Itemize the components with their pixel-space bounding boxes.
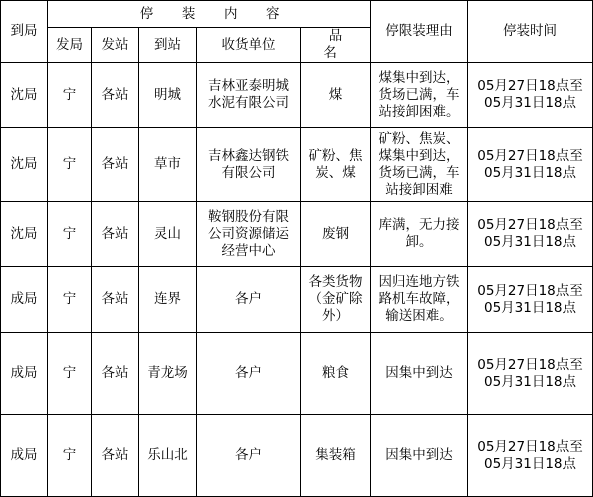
cell-dest-station: 乐山北 bbox=[139, 415, 197, 497]
header-consignee: 收货单位 bbox=[197, 28, 301, 63]
table-row bbox=[1, 202, 593, 267]
cell-origin-bureau: 宁 bbox=[48, 267, 92, 333]
header-origin-station: 发站 bbox=[92, 28, 139, 63]
cell-origin-bureau: 宁 bbox=[48, 128, 92, 202]
table-body bbox=[1, 63, 593, 497]
cell-reason-line: 煤集中到达， bbox=[378, 69, 460, 86]
cell-reason-line: 货场已满，车 bbox=[378, 86, 460, 103]
header-row-main bbox=[1, 1, 593, 28]
cell-consignee bbox=[197, 267, 301, 333]
cell-reason bbox=[371, 333, 468, 415]
cell-reason-line: 路机车故障， bbox=[378, 291, 460, 307]
cell-time-line: 05月31日18点 bbox=[483, 95, 577, 111]
cell-consignee bbox=[197, 128, 301, 202]
cell-consignee-line: 有限公司 bbox=[221, 164, 276, 181]
cell-reason bbox=[371, 415, 468, 497]
cell-goods bbox=[301, 415, 371, 497]
cell-goods bbox=[301, 267, 371, 333]
cell-time-line: 05月27日18点至 bbox=[477, 438, 583, 455]
header-origin-bureau: 发局 bbox=[48, 28, 92, 63]
cell-dest-station: 连界 bbox=[139, 267, 197, 333]
table-row bbox=[1, 267, 593, 333]
cell-time-line: 05月31日18点 bbox=[483, 234, 577, 250]
cell-consignee-line: 经营中心 bbox=[221, 242, 276, 259]
cell-consignee bbox=[197, 63, 301, 128]
cell-goods-line: 集装箱 bbox=[315, 447, 356, 463]
header-dest-station: 到站 bbox=[139, 28, 197, 63]
cell-consignee-line: 各户 bbox=[235, 447, 262, 463]
table-row bbox=[1, 128, 593, 202]
cell-reason-line: 输送困难。 bbox=[385, 308, 453, 324]
cell-origin-station: 各站 bbox=[92, 333, 139, 415]
cell-bureau: 沈局 bbox=[1, 63, 48, 128]
cell-consignee-line: 鞍钢股份有限 bbox=[208, 208, 289, 225]
cell-time bbox=[468, 63, 593, 128]
cell-goods-line: 粮食 bbox=[322, 365, 349, 381]
cell-time bbox=[468, 415, 593, 497]
cell-origin-bureau: 宁 bbox=[48, 333, 92, 415]
cell-bureau: 沈局 bbox=[1, 128, 48, 202]
cell-origin-station: 各站 bbox=[92, 415, 139, 497]
cell-dest-station: 草市 bbox=[139, 128, 197, 202]
cell-goods-line: 煤 bbox=[328, 86, 343, 103]
cell-time-line: 05月27日18点至 bbox=[477, 78, 583, 94]
cell-bureau: 成局 bbox=[1, 267, 48, 333]
cell-time bbox=[468, 202, 593, 267]
cell-goods-line: 废钢 bbox=[322, 225, 349, 242]
header-content-group bbox=[48, 1, 371, 28]
cell-goods-line: 外） bbox=[322, 308, 349, 324]
cell-time bbox=[468, 333, 593, 415]
header-bureau: 到局 bbox=[1, 1, 48, 63]
cell-reason-line: 因集中到达 bbox=[385, 447, 453, 463]
cell-reason-line: 库满，无力接 bbox=[378, 217, 460, 233]
cell-reason-line: 卸。 bbox=[405, 234, 433, 250]
cell-goods bbox=[301, 128, 371, 202]
header-time: 停装时间 bbox=[468, 1, 593, 63]
cell-origin-station: 各站 bbox=[92, 63, 139, 128]
cell-reason-line: 货场已满，车 bbox=[378, 164, 460, 181]
header-reason: 停限装理由 bbox=[371, 1, 468, 63]
cell-dest-station: 灵山 bbox=[139, 202, 197, 267]
cell-time-line: 05月27日18点至 bbox=[477, 147, 583, 164]
header-goods bbox=[301, 28, 371, 63]
cell-time-line: 05月27日18点至 bbox=[477, 282, 583, 299]
cell-reason-line: 因集中到达 bbox=[385, 365, 453, 381]
cell-time-line: 05月31日18点 bbox=[483, 164, 577, 181]
cell-consignee-line: 吉林鑫达钢铁 bbox=[208, 147, 289, 164]
cell-time-line: 05月31日18点 bbox=[483, 299, 577, 316]
cell-consignee bbox=[197, 202, 301, 267]
cell-consignee-line: 各户 bbox=[235, 365, 262, 381]
cell-bureau: 成局 bbox=[1, 333, 48, 415]
cell-origin-bureau: 宁 bbox=[48, 415, 92, 497]
cell-reason-line: 煤集中到达， bbox=[378, 147, 460, 164]
cell-consignee-line: 水泥有限公司 bbox=[208, 95, 289, 111]
table-row bbox=[1, 333, 593, 415]
cell-reason-line: 站接卸困难。 bbox=[378, 103, 460, 120]
cell-origin-bureau: 宁 bbox=[48, 202, 92, 267]
cell-time bbox=[468, 267, 593, 333]
cell-goods bbox=[301, 63, 371, 128]
cell-dest-station: 青龙场 bbox=[139, 333, 197, 415]
cell-bureau: 成局 bbox=[1, 415, 48, 497]
cell-consignee-line: 吉林亚泰明城 bbox=[208, 78, 289, 94]
cell-time-line: 05月27日18点至 bbox=[477, 217, 583, 233]
cell-reason-line: 矿粉、焦炭、 bbox=[378, 130, 460, 147]
cell-consignee bbox=[197, 415, 301, 497]
cell-reason bbox=[371, 202, 468, 267]
cell-goods-line: 炭、煤 bbox=[315, 164, 356, 181]
cell-goods-line: （金矿除 bbox=[308, 291, 363, 307]
cell-reason-line: 站接卸困难 bbox=[385, 181, 453, 198]
cell-origin-station: 各站 bbox=[92, 128, 139, 202]
cell-goods-line: 各类货物 bbox=[308, 274, 363, 290]
cell-reason-line: 因归连地方铁 bbox=[378, 274, 460, 290]
cell-time bbox=[468, 128, 593, 202]
cell-origin-station: 各站 bbox=[92, 267, 139, 333]
cell-time-line: 05月31日18点 bbox=[483, 373, 577, 390]
cell-origin-bureau: 宁 bbox=[48, 63, 92, 128]
cell-goods-line: 矿粉、焦 bbox=[308, 147, 363, 164]
cell-dest-station: 明城 bbox=[139, 63, 197, 128]
cell-reason bbox=[371, 128, 468, 202]
header-goods-label: 品 名 bbox=[323, 28, 354, 61]
cell-consignee bbox=[197, 333, 301, 415]
cell-bureau: 沈局 bbox=[1, 202, 48, 267]
cell-consignee-line: 公司资源储运 bbox=[208, 225, 289, 242]
table-row bbox=[1, 415, 593, 497]
cell-origin-station: 各站 bbox=[92, 202, 139, 267]
cell-time-line: 05月31日18点 bbox=[483, 455, 577, 472]
header-content-group-label: 停 装 内 容 bbox=[139, 5, 292, 22]
cell-goods bbox=[301, 202, 371, 267]
table-row bbox=[1, 63, 593, 128]
cell-goods bbox=[301, 333, 371, 415]
cell-time-line: 05月27日18点至 bbox=[477, 356, 583, 373]
cell-consignee-line: 各户 bbox=[235, 291, 262, 307]
cell-reason bbox=[371, 63, 468, 128]
cell-reason bbox=[371, 267, 468, 333]
